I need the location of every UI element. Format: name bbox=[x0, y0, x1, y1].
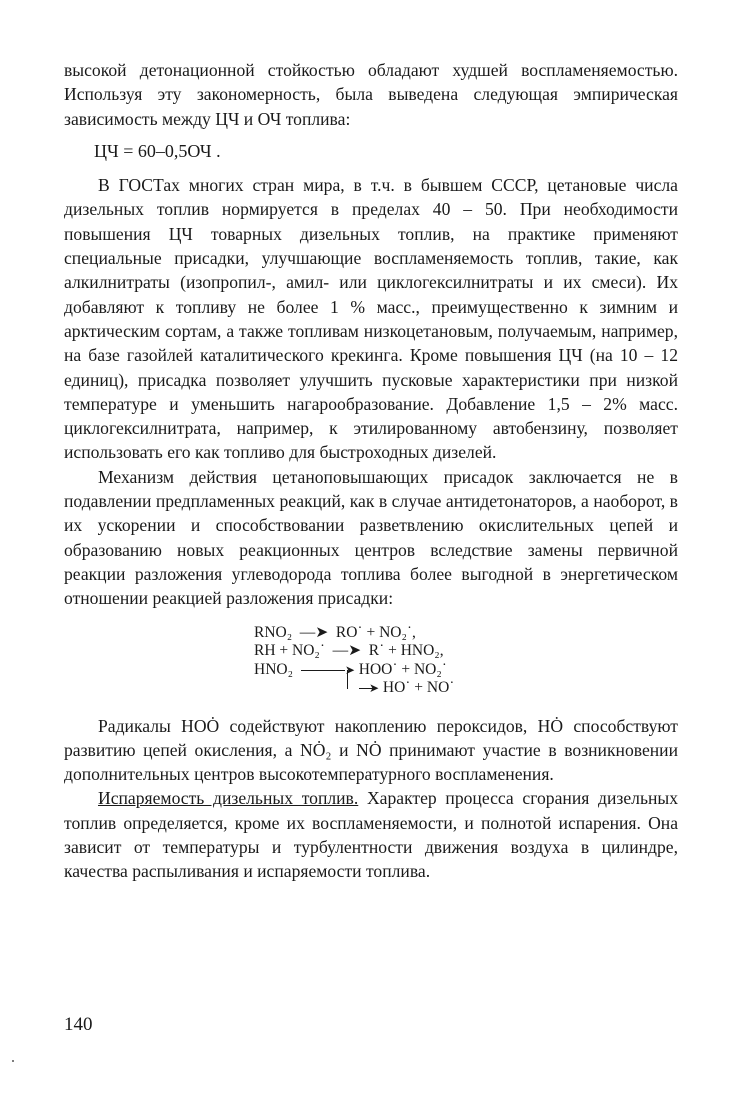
reaction-1-reactant: RNO₂ bbox=[254, 623, 293, 641]
reaction-1-products: RO˙ + NO₂˙, bbox=[335, 623, 416, 641]
branch-arrow-lower: ➤ bbox=[359, 679, 373, 697]
reaction-2-arrow: —➤ bbox=[332, 642, 362, 660]
reaction-4 bbox=[254, 679, 678, 698]
page-number: 140 bbox=[64, 1014, 93, 1035]
reaction-3-reactant: HNO₂ bbox=[254, 660, 293, 678]
reaction-scheme bbox=[254, 624, 678, 698]
reaction-1 bbox=[254, 624, 678, 643]
formula-cn-on: ЦЧ = 60–0,5ОЧ . bbox=[94, 140, 221, 161]
section-heading-evaporation: Испаряемость дизельных топлив. bbox=[98, 788, 359, 809]
reaction-1-arrow: —➤ bbox=[299, 623, 329, 641]
reaction-2-reactants: RH + NO₂˙ bbox=[254, 642, 325, 660]
reaction-3 bbox=[254, 661, 678, 680]
reaction-4-products: HO˙ + NO˙ bbox=[382, 679, 455, 697]
page-body bbox=[64, 58, 678, 884]
paragraph-evaporation-body: Характер процесса сгорания дизельных топлив определяется, кроме их воспламеняемости, и полнотой испарения. Она зависит от температуры и турбулентности движения воздуха в цилиндре, качества распыливания и испаряемости топлива. bbox=[64, 788, 678, 882]
scan-speck bbox=[12, 1060, 14, 1062]
branch-arrow: ➤ bbox=[297, 661, 355, 679]
reaction-3-products: HOO˙ + NO₂˙ bbox=[358, 660, 447, 678]
paragraph-gost: В ГОСТах многих стран мира, в т.ч. в бывшем СССР, цетановые числа дизельных топлив нормируется в пределах 40 – 50. При необходимости повышения ЦЧ товарных дизельных топлив, на практике применяют специальные присадки, улучшающие воспламеняемость топлив, такие, как алкилнитраты (изопропил-, амил- или циклогексилнитраты и их смеси). Их добавляют к топливу не более 1 % масс., преимущественно к зимним и арктическим сортам, а также топливам низкоцетановым, получаемым, например, на базе газойлей каталитического крекинга. Кроме повышения ЦЧ (на 10 – 12 единиц), присадка позволяет улучшить пусковые характеристики при низкой температуре и уменьшить нагарообразование. Добавление 1,5 – 2% масс. циклогексилнитрата, например, к этилированному автобензину, позволяет использовать его как топливо для быстроходных дизелей. bbox=[64, 175, 678, 463]
paragraph-mechanism: Механизм действия цетаноповышающих присадок заключается не в подавлении предпламенных реакций, как в случае антидетонаторов, а наоборот, в их ускорении и способствовании разветвлению окислительных цепей и образованию новых реакционных центров вследствие замены первичной реакции разложения углеводорода топлива более выгодной в энергетическом отношении реакцией разложения присадки: bbox=[64, 466, 678, 609]
reaction-2-products: R˙ + HNO₂, bbox=[368, 642, 444, 660]
paragraph-evaporation bbox=[64, 786, 678, 883]
paragraph-radicals: Радикалы HOȮ содействуют накоплению пероксидов, HȮ способствуют развитию цепей окисления, а NȮ₂ и NȮ принимают участие в возникновении дополнительных центров высокотемпературного воспламенения. bbox=[64, 715, 678, 785]
reaction-2 bbox=[254, 642, 678, 661]
paragraph-intro: высокой детонационной стойкостью обладают худшей воспламеняемостью. Используя эту закономерность, была выведена следующая эмпирическая зависимость между ЦЧ и ОЧ топлива: bbox=[64, 60, 678, 129]
